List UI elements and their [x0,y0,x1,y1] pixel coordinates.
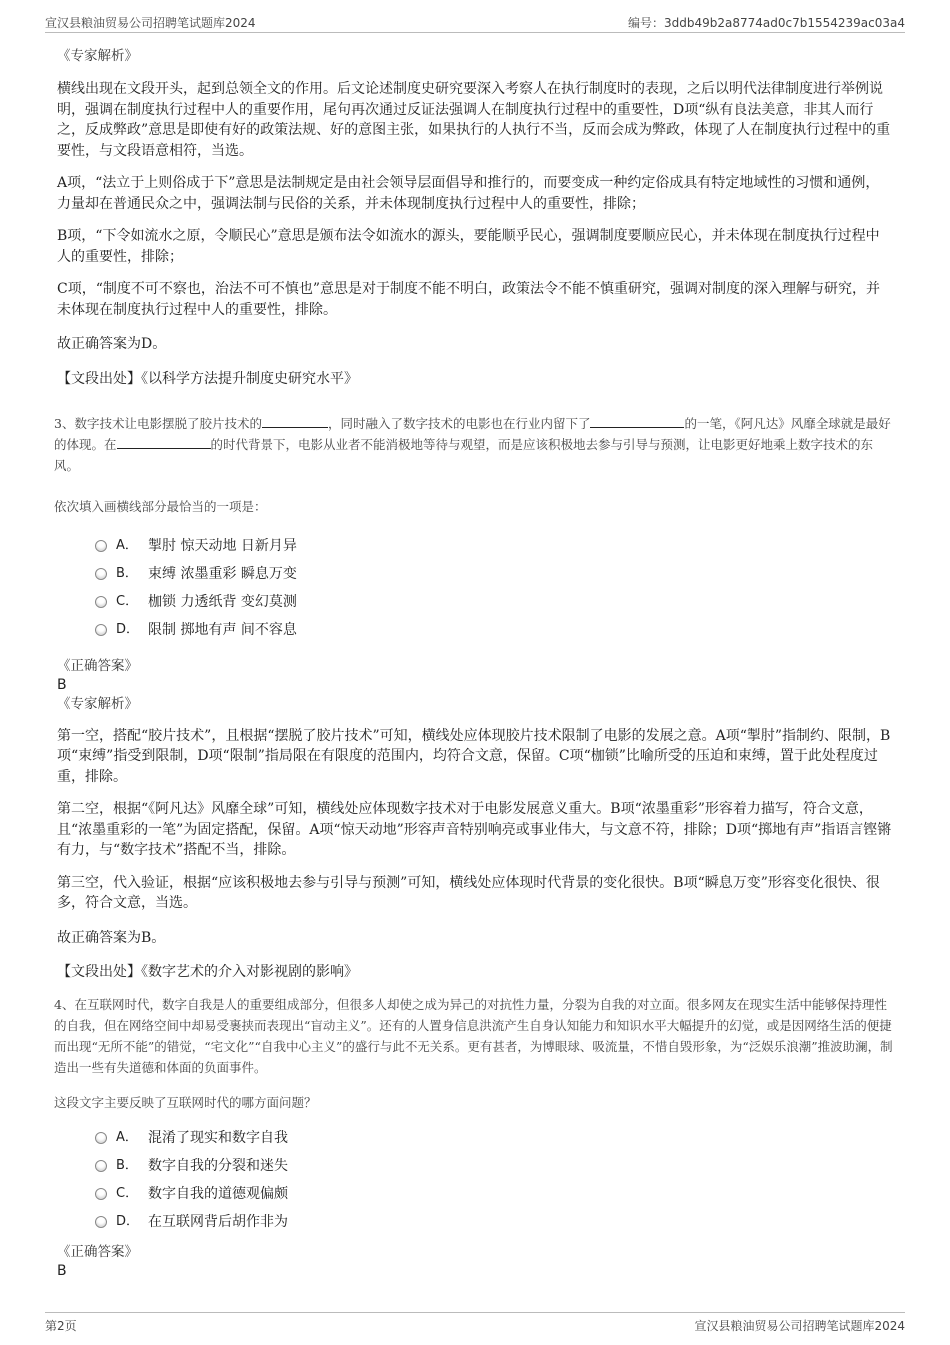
option-c[interactable]: C． 数字自我的道德观偏颇 [95,1180,893,1208]
correct-answer-label: 《正确答案》 [57,657,138,674]
analysis-paragraph: 第一空，搭配“胶片技术”，且根据“摆脱了胶片技术”可知，横线处应体现胶片技术限制了电影的发展之意。A项“掣肘”指制约、限制，B项“束缚”指受到限制，D项“限制”指局限在有限度的范围内，均符合文意，保留。C项“枷锁”比喻所受的压迫和束缚，置于此处程度过重，排除。 [57,727,891,785]
radio-icon[interactable] [95,1188,107,1200]
page-content [54,46,893,1280]
analysis-conclusion: 故正确答案为B。 [57,929,166,946]
option-b[interactable]: B． 数字自我的分裂和迷失 [95,1152,893,1180]
option-a[interactable]: A． 混淆了现实和数字自我 [95,1124,893,1152]
analysis-conclusion: 故正确答案为D。 [57,336,167,352]
correct-answer-label: 《正确答案》 [57,1244,138,1260]
question-3-prompt: 依次填入画横线部分最恰当的一项是： [54,498,267,514]
radio-icon[interactable] [95,1132,107,1144]
fill-blank [590,415,684,428]
header-title: 宣汉县粮油贸易公司招聘笔试题库2024 [45,16,256,30]
analysis-paragraph: C项，“制度不可不察也，治法不可不慎也”意思是对于制度不能不明白，政策法令不能不慎重研究，强调对制度的深入理解与研究，并未体现在制度执行过程中人的重要性，排除。 [57,281,881,318]
analysis-paragraph: 第二空，根据“《阿凡达》风靡全球”可知，横线处应体现数字技术对于电影发展意义重大。B项“浓墨重彩”形容着力描写，符合文意，且“浓墨重彩的一笔”为固定搭配，保留。A项“惊天动地”形容声音特别响亮或事业伟大，与文意不符，排除；D项“掷地有声”指语言铿锵有力，与“数字技术”搭配不当，排除。 [57,801,892,858]
option-d[interactable]: D． 限制 掷地有声 间不容息 [95,616,893,644]
analysis-paragraph: B项，“下令如流水之原，令顺民心”意思是颁布法令如流水的源头，要能顺乎民心，强调制度要顺应民心，并未体现在制度执行过程中人的重要性，排除； [57,228,880,265]
page-number: 第2页 [45,1319,77,1333]
option-d[interactable]: D． 在互联网背后胡作非为 [95,1208,893,1236]
expert-analysis-label: 《专家解析》 [57,695,138,712]
expert-analysis-label: 《专家解析》 [57,48,138,64]
analysis-paragraph: 横线出现在文段开头，起到总领全文的作用。后文论述制度史研究要深入考察人在执行制度时的表现，之后以明代法律制度进行举例说明，强调在制度执行过程中人的重要作用，尾句再次通过反证法强调人在制度执行过程中的重要性，D项“纵有良法美意，非其人而行之，反成弊政”意思是即使有好的政策法规、好的意图主张，如果执行的人执行不当，反而会成为弊政，体现了人在制度执行过程中的重要性，与文段语意相符，当选。 [57,81,891,159]
fill-blank [117,436,211,449]
question-4-stem: 4、在互联网时代，数字自我是人的重要组成部分，但很多人却使之成为异己的对抗性力量，分裂为自我的对立面。很多网友在现实生活中能够保持理性的自我，但在网络空间中却易受裹挟而表现出“盲动主义”。还有的人置身信息洪流产生自身认知能力和知识水平大幅提升的幻觉，或是因网络生活的便捷而出现“无所不能”的错觉，“宅文化”“自我中心主义”的盛行与此不无关系。更有甚者，为博眼球、吸流量，不惜自毁形象，为“泛娱乐浪潮”推波助澜，制造出一些有失道德和体面的负面事件。 [54,997,893,1075]
option-c[interactable]: C． 枷锁 力透纸背 变幻莫测 [95,588,893,616]
footer-title: 宣汉县粮油贸易公司招聘笔试题库2024 [694,1319,905,1333]
page-header [45,10,905,33]
radio-icon[interactable] [95,596,107,608]
fill-blank [262,415,328,428]
question-4-prompt: 这段文字主要反映了互联网时代的哪方面问题？ [54,1095,317,1110]
analysis-paragraph: 第三空，代入验证，根据“应该积极地去参与引导与预测”可知，横线处应体现时代背景的变化很快。B项“瞬息万变”形容变化很快、很多，符合文意，当选。 [57,874,880,911]
header-serial: 编号：3ddb49b2a8774ad0c7b1554239ac03a4 [627,16,905,30]
option-b[interactable]: B． 束缚 浓墨重彩 瞬息万变 [95,560,893,588]
question-4-options [95,1124,893,1236]
radio-icon[interactable] [95,568,107,580]
passage-source: 【文段出处】《以科学方法提升制度史研究水平》 [57,370,358,387]
option-a[interactable]: A． 掣肘 惊天动地 日新月异 [95,532,893,560]
analysis-paragraph: A项，“法立于上则俗成于下”意思是法制规定是由社会领导层面倡导和推行的，而要变成一种约定俗成具有特定地域性的习惯和通例，力量却在普通民众之中，强调法制与民俗的关系，并未体现制度执行过程中人的重要性，排除； [57,175,880,212]
radio-icon[interactable] [95,1160,107,1172]
radio-icon[interactable] [95,624,107,636]
page-footer [45,1312,905,1337]
radio-icon[interactable] [95,540,107,552]
correct-answer: B [57,1263,67,1279]
passage-source: 【文段出处】《数字艺术的介入对影视剧的影响》 [57,964,358,980]
correct-answer: B [57,676,67,693]
radio-icon[interactable] [95,1216,107,1228]
question-3-stem: 3、数字技术让电影摆脱了胶片技术的 ，同时融入了数字技术的电影也在行业内留下了 的一笔，《阿凡达》风靡全球就是最好的体现。在 的时代背景下，电影从业者不能消极地等待与观望，而是应该积极地去参与引导与预测，让电影更好地乘上数字技术的东风。 [54,415,891,473]
question-3-options [95,532,893,644]
